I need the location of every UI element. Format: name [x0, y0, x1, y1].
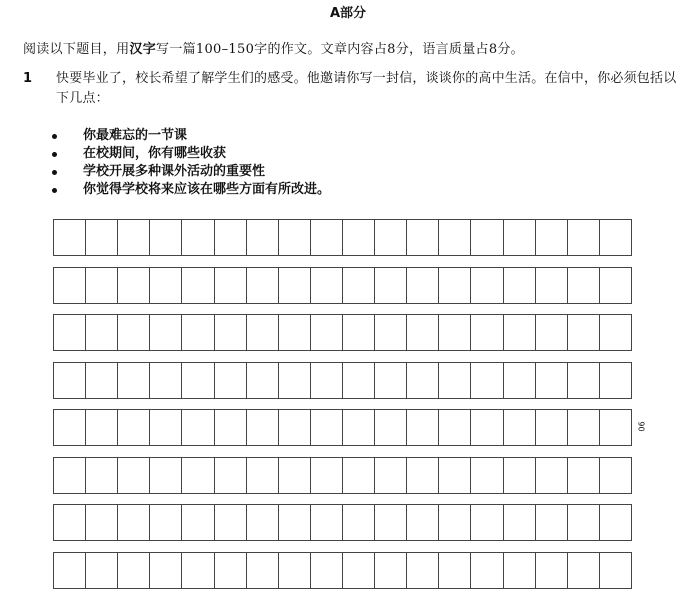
grid-cell[interactable] [214, 363, 246, 398]
grid-cell[interactable] [374, 410, 406, 445]
grid-cell[interactable] [438, 268, 470, 303]
required-point-text: 你最难忘的一节课 [83, 128, 188, 143]
grid-cell[interactable] [342, 410, 374, 445]
grid-cell[interactable] [342, 553, 374, 588]
grid-cell[interactable] [503, 363, 535, 398]
grid-cell[interactable] [149, 505, 181, 540]
grid-cell[interactable] [85, 363, 117, 398]
grid-cell[interactable] [406, 553, 438, 588]
grid-cell[interactable] [567, 268, 599, 303]
grid-cell[interactable] [503, 268, 535, 303]
grid-row [53, 314, 632, 351]
grid-cell[interactable] [310, 505, 342, 540]
grid-cell[interactable] [149, 268, 181, 303]
grid-cell[interactable] [54, 458, 85, 493]
grid-cell[interactable] [599, 363, 631, 398]
grid-cell[interactable] [54, 505, 85, 540]
grid-cell[interactable] [278, 410, 310, 445]
character-count-marker: 90 [636, 421, 646, 432]
grid-cell[interactable] [149, 220, 181, 255]
grid-cell[interactable] [149, 363, 181, 398]
required-point [52, 163, 330, 181]
question-number: 1 [23, 71, 33, 86]
grid-row [53, 219, 632, 256]
grid-cell[interactable] [54, 363, 85, 398]
grid-cell[interactable] [181, 505, 213, 540]
grid-cell[interactable] [535, 363, 567, 398]
grid-cell[interactable] [54, 268, 85, 303]
grid-cell[interactable] [246, 363, 278, 398]
grid-cell[interactable] [503, 458, 535, 493]
grid-cell[interactable] [214, 410, 246, 445]
grid-cell[interactable] [310, 315, 342, 350]
instruction-text [23, 38, 524, 57]
required-point-text: 在校期间，你有哪些收获 [83, 146, 227, 161]
grid-cell[interactable] [599, 505, 631, 540]
grid-cell[interactable] [214, 458, 246, 493]
grid-cell[interactable] [54, 315, 85, 350]
grid-cell[interactable] [406, 268, 438, 303]
grid-cell[interactable] [374, 458, 406, 493]
grid-cell[interactable] [599, 458, 631, 493]
grid-row [53, 362, 632, 399]
grid-row [53, 267, 632, 304]
grid-cell[interactable] [214, 268, 246, 303]
grid-cell[interactable] [470, 458, 502, 493]
grid-cell[interactable] [117, 505, 149, 540]
grid-cell[interactable] [85, 505, 117, 540]
grid-cell[interactable] [470, 410, 502, 445]
grid-cell[interactable] [567, 220, 599, 255]
grid-cell[interactable] [503, 410, 535, 445]
required-point [52, 145, 330, 163]
bullet-icon [52, 152, 57, 157]
grid-cell[interactable] [117, 458, 149, 493]
grid-cell[interactable] [149, 458, 181, 493]
grid-cell[interactable] [374, 268, 406, 303]
grid-cell[interactable] [117, 268, 149, 303]
grid-cell[interactable] [278, 268, 310, 303]
grid-cell[interactable] [342, 363, 374, 398]
grid-cell[interactable] [310, 458, 342, 493]
grid-cell[interactable] [503, 553, 535, 588]
grid-cell[interactable] [406, 220, 438, 255]
grid-cell[interactable] [503, 220, 535, 255]
grid-cell[interactable] [278, 505, 310, 540]
instruction-emphasis: 汉字 [129, 42, 157, 57]
bullet-icon [52, 170, 57, 175]
grid-cell[interactable] [85, 553, 117, 588]
grid-cell[interactable] [85, 268, 117, 303]
grid-cell[interactable] [599, 315, 631, 350]
grid-cell[interactable] [278, 553, 310, 588]
grid-cell[interactable] [535, 220, 567, 255]
grid-cell[interactable] [406, 315, 438, 350]
grid-cell[interactable] [214, 315, 246, 350]
grid-cell[interactable] [567, 505, 599, 540]
grid-cell[interactable] [214, 505, 246, 540]
grid-cell[interactable] [438, 410, 470, 445]
grid-cell[interactable] [149, 410, 181, 445]
grid-cell[interactable] [438, 220, 470, 255]
grid-cell[interactable] [535, 315, 567, 350]
grid-cell[interactable] [535, 410, 567, 445]
grid-cell[interactable] [470, 268, 502, 303]
grid-cell[interactable] [342, 268, 374, 303]
grid-cell[interactable] [567, 553, 599, 588]
grid-row [53, 504, 632, 541]
grid-cell[interactable] [181, 268, 213, 303]
grid-cell[interactable] [406, 363, 438, 398]
grid-cell[interactable] [438, 458, 470, 493]
grid-cell[interactable] [54, 410, 85, 445]
grid-cell[interactable] [567, 458, 599, 493]
grid-cell[interactable] [310, 553, 342, 588]
answer-grid [53, 219, 632, 591]
grid-cell[interactable] [470, 315, 502, 350]
grid-cell[interactable] [246, 315, 278, 350]
grid-cell[interactable] [438, 553, 470, 588]
grid-cell[interactable] [438, 363, 470, 398]
grid-cell[interactable] [246, 410, 278, 445]
grid-cell[interactable] [470, 220, 502, 255]
grid-cell[interactable] [278, 220, 310, 255]
grid-cell[interactable] [54, 553, 85, 588]
grid-cell[interactable] [599, 553, 631, 588]
grid-cell[interactable] [310, 220, 342, 255]
required-point [52, 127, 330, 145]
grid-row [53, 552, 632, 589]
grid-cell[interactable] [181, 553, 213, 588]
grid-cell[interactable] [310, 363, 342, 398]
grid-cell[interactable] [246, 458, 278, 493]
grid-cell[interactable] [214, 553, 246, 588]
grid-cell[interactable] [438, 505, 470, 540]
grid-cell[interactable] [567, 410, 599, 445]
grid-cell[interactable] [149, 553, 181, 588]
grid-cell[interactable] [438, 315, 470, 350]
grid-cell[interactable] [342, 315, 374, 350]
grid-cell[interactable] [149, 315, 181, 350]
grid-cell[interactable] [181, 363, 213, 398]
grid-cell[interactable] [246, 220, 278, 255]
grid-cell[interactable] [246, 553, 278, 588]
grid-cell[interactable] [599, 410, 631, 445]
grid-cell[interactable] [117, 553, 149, 588]
grid-cell[interactable] [278, 363, 310, 398]
section-title: A部分 [329, 6, 367, 21]
grid-cell[interactable] [278, 315, 310, 350]
grid-cell[interactable] [85, 410, 117, 445]
instruction-part: 写一篇100–150字的作文。文章内容占8分，语言质量占8分。 [156, 42, 524, 57]
grid-cell[interactable] [470, 553, 502, 588]
grid-cell[interactable] [342, 458, 374, 493]
grid-cell[interactable] [374, 363, 406, 398]
required-point-text: 你觉得学校将来应该在哪些方面有所改进。 [83, 182, 331, 197]
grid-cell[interactable] [54, 220, 85, 255]
grid-cell[interactable] [535, 553, 567, 588]
grid-cell[interactable] [470, 363, 502, 398]
grid-cell[interactable] [181, 458, 213, 493]
grid-cell[interactable] [503, 315, 535, 350]
grid-cell[interactable] [374, 220, 406, 255]
grid-cell[interactable] [310, 410, 342, 445]
grid-cell[interactable] [406, 505, 438, 540]
grid-cell[interactable] [246, 268, 278, 303]
required-points-list [52, 127, 330, 199]
required-point-text: 学校开展多种课外活动的重要性 [83, 164, 266, 179]
grid-cell[interactable] [117, 220, 149, 255]
grid-cell[interactable] [246, 505, 278, 540]
required-point [52, 181, 330, 199]
grid-cell[interactable] [181, 410, 213, 445]
grid-cell[interactable] [342, 505, 374, 540]
grid-cell[interactable] [117, 363, 149, 398]
grid-cell[interactable] [310, 268, 342, 303]
grid-cell[interactable] [567, 363, 599, 398]
grid-cell[interactable] [342, 220, 374, 255]
grid-cell[interactable] [535, 268, 567, 303]
grid-cell[interactable] [117, 410, 149, 445]
grid-cell[interactable] [214, 220, 246, 255]
grid-cell[interactable] [181, 315, 213, 350]
grid-cell[interactable] [567, 315, 599, 350]
grid-cell[interactable] [117, 315, 149, 350]
grid-cell[interactable] [374, 315, 406, 350]
grid-cell[interactable] [406, 410, 438, 445]
grid-cell[interactable] [599, 220, 631, 255]
grid-row [53, 457, 632, 494]
grid-cell[interactable] [406, 458, 438, 493]
question-prompt: 快要毕业了，校长希望了解学生们的感受。他邀请你写一封信，谈谈你的高中生活。在信中，你必须包括以下几点： [56, 71, 677, 106]
bullet-icon [52, 134, 57, 139]
grid-cell[interactable] [85, 315, 117, 350]
grid-cell[interactable] [181, 220, 213, 255]
grid-cell[interactable] [535, 458, 567, 493]
grid-row [53, 409, 632, 446]
grid-cell[interactable] [374, 505, 406, 540]
grid-cell[interactable] [374, 553, 406, 588]
bullet-icon [52, 188, 57, 193]
grid-cell[interactable] [535, 505, 567, 540]
grid-cell[interactable] [599, 268, 631, 303]
instruction-part: 阅读以下题目，用 [23, 42, 130, 57]
grid-cell[interactable] [278, 458, 310, 493]
grid-cell[interactable] [85, 458, 117, 493]
grid-cell[interactable] [503, 505, 535, 540]
grid-cell[interactable] [470, 505, 502, 540]
grid-cell[interactable] [85, 220, 117, 255]
